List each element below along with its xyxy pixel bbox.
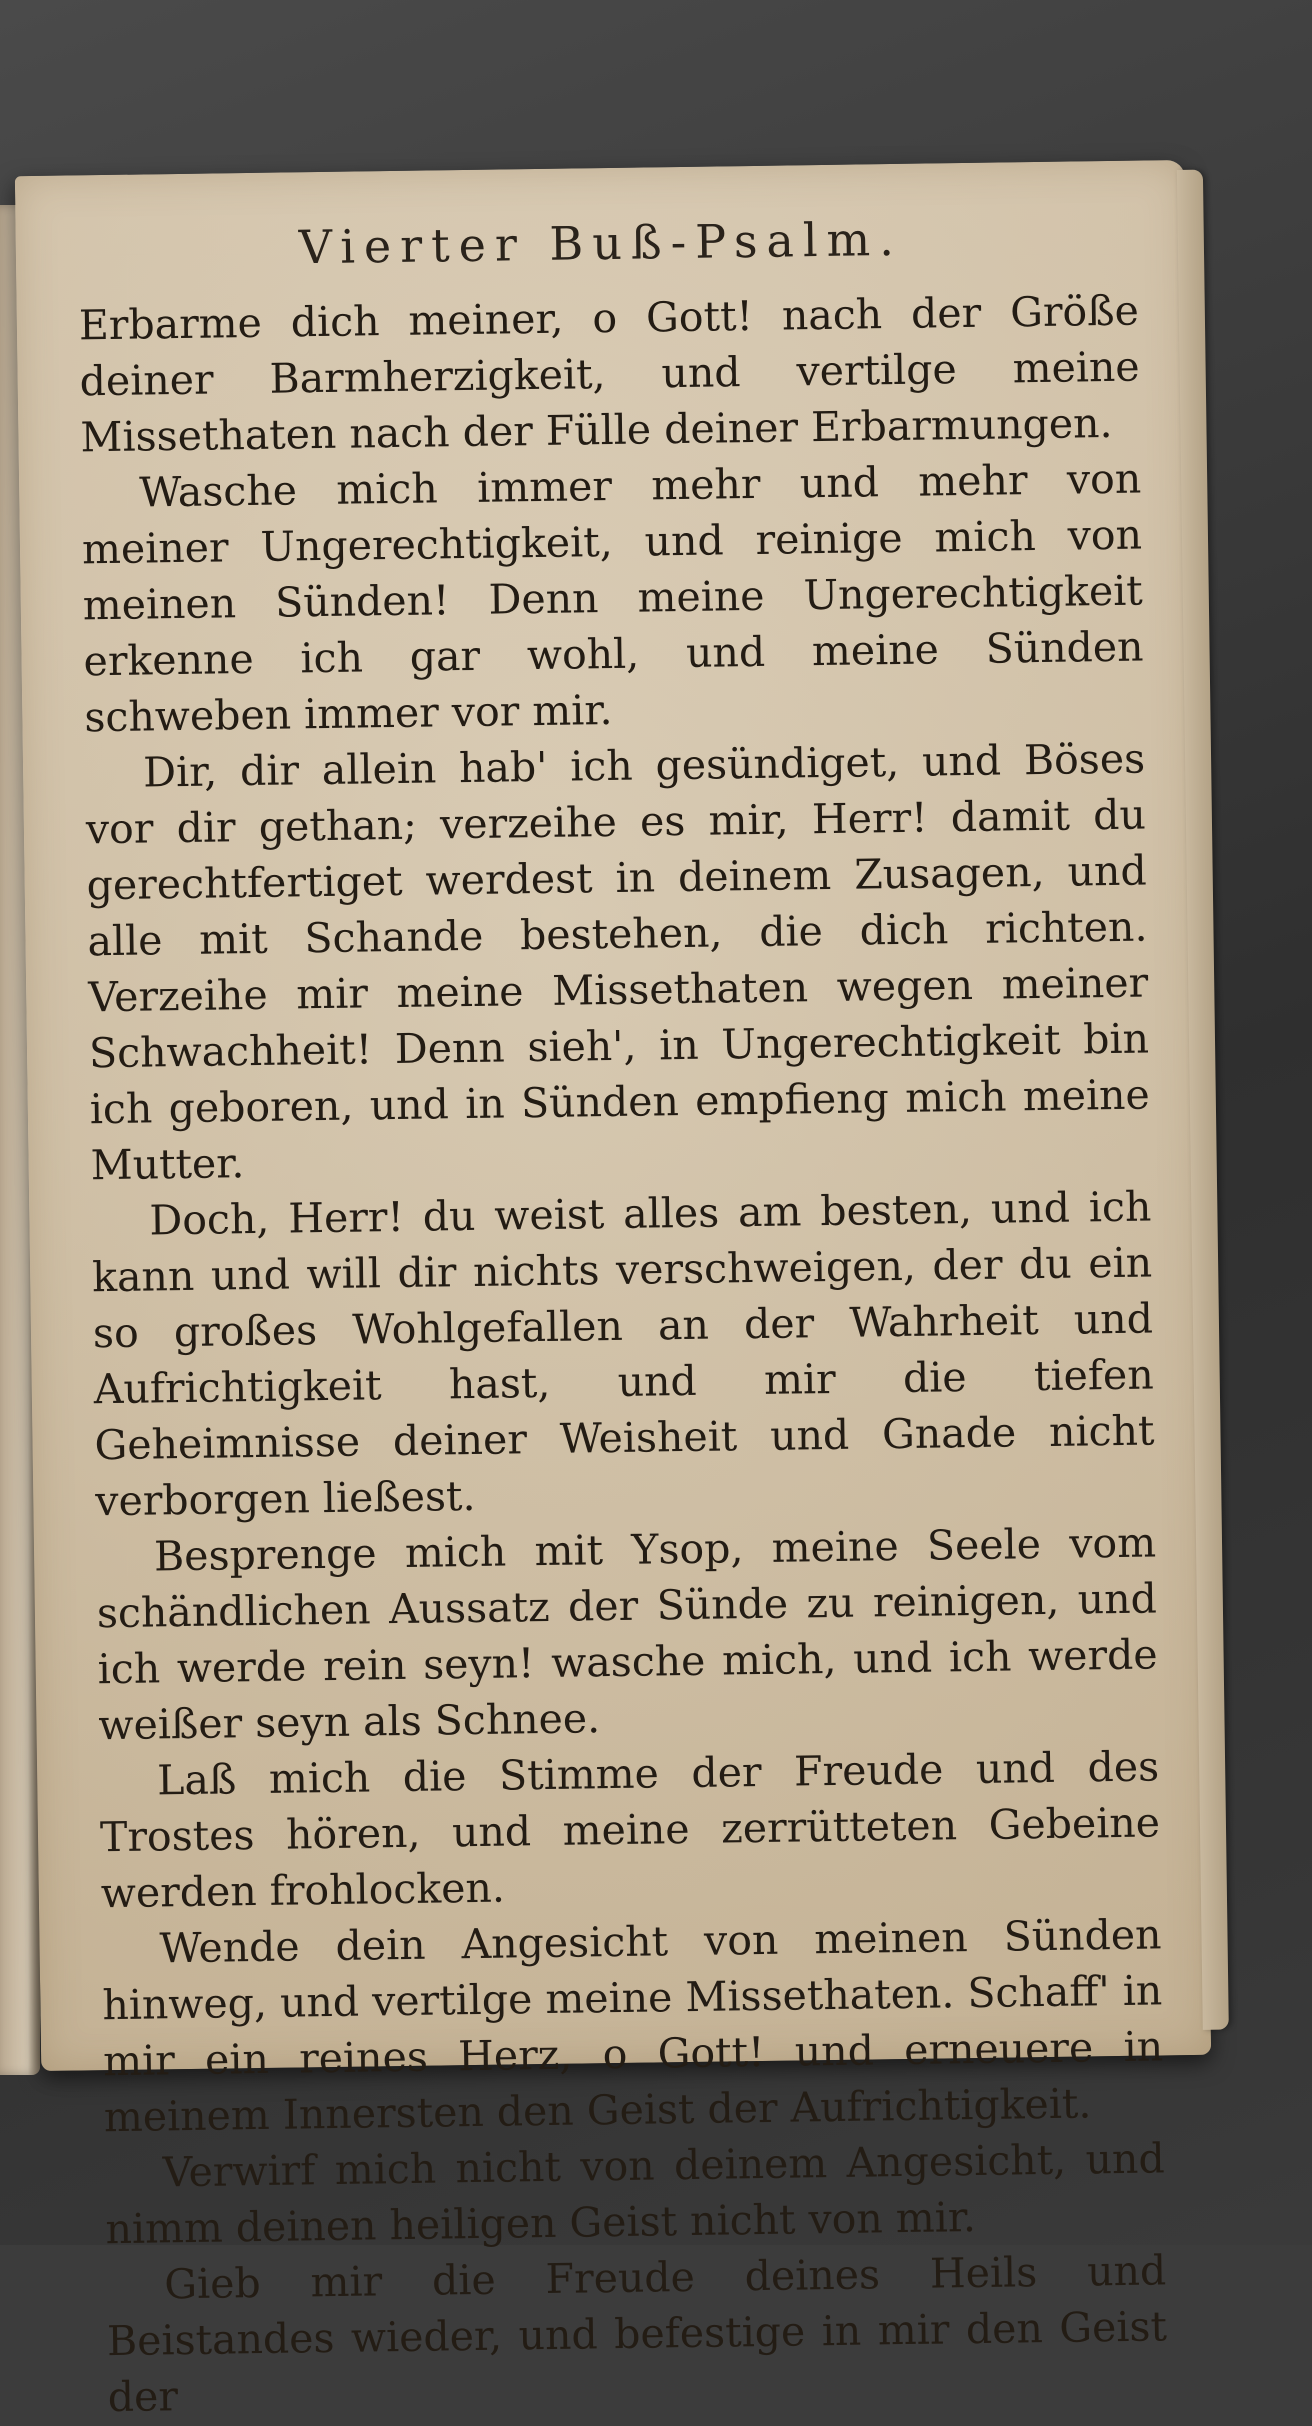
paragraph-7: Wende dein Angesicht von meinen Sünden hinweg, und vertilge meine Missethaten. Schaff' in mir ein reines Herz, o Gott! und erneuere in meinem Innersten den Geist der Aufrichtigkeit. <box>102 1910 1164 2142</box>
page-title: Vierter Buß-Psalm. <box>298 211 904 275</box>
paragraph-5: Besprenge mich mit Ysop, meine Seele vom schändlichen Aussatz der Sünde zu reinigen, und ich werde rein seyn! wasche mich, und ich werde weißer seyn als Schnee. <box>96 1518 1158 1750</box>
paragraph-8: Verwirf mich nicht von deinem Angesicht, und nimm deinen heiligen Geist nicht von mir. <box>105 2134 1165 2254</box>
paragraph-4: Doch, Herr! du weist alles am besten, und ich kann und will dir nichts verschweigen, der du ein so großes Wohlgefallen an der Wahrheit und Aufrichtigkeit hast, und mir die tiefen Geheimnisse deiner Weisheit und Gnade nicht verborgen ließest. <box>91 1182 1155 1526</box>
paragraph-3: Dir, dir allein hab' ich gesündiget, und Böses vor dir gethan; verzeihe es mir, Herr! damit du gerechtfertiget werdest in deinem Zusagen, und alle mit Schande bestehen, die dich richten. Verzeihe mir meine Missethaten wegen meiner Schwachheit! Denn sieh', in Ungerechtigkeit bin ich geboren, und in Sünden empfieng mich meine Mutter. <box>85 734 1151 1190</box>
paragraph-1: Erbarme dich meiner, o Gott! nach der Größe deiner Barmherzigkeit, und vertilge meine Missethaten nach der Fülle deiner Erbarmungen. <box>78 286 1140 462</box>
paragraph-9: Gieb mir die Freude deines Heils und Beistandes wieder, und befestige in mir den Geist der <box>106 2246 1168 2422</box>
paragraph-2: Wasche mich immer mehr und mehr von meiner Ungerechtigkeit, und reinige mich von meinen Sünden! Denn meine Ungerechtigkeit erkenne ich gar wohl, und meine Sünden schweben immer vor mir. <box>81 454 1144 742</box>
paragraph-6: Laß mich die Stimme der Freude und des Trostes hören, und meine zerrütteten Gebeine werden frohlocken. <box>99 1742 1161 1918</box>
psalm-text <box>79 283 1169 2426</box>
book-page <box>15 160 1211 2422</box>
